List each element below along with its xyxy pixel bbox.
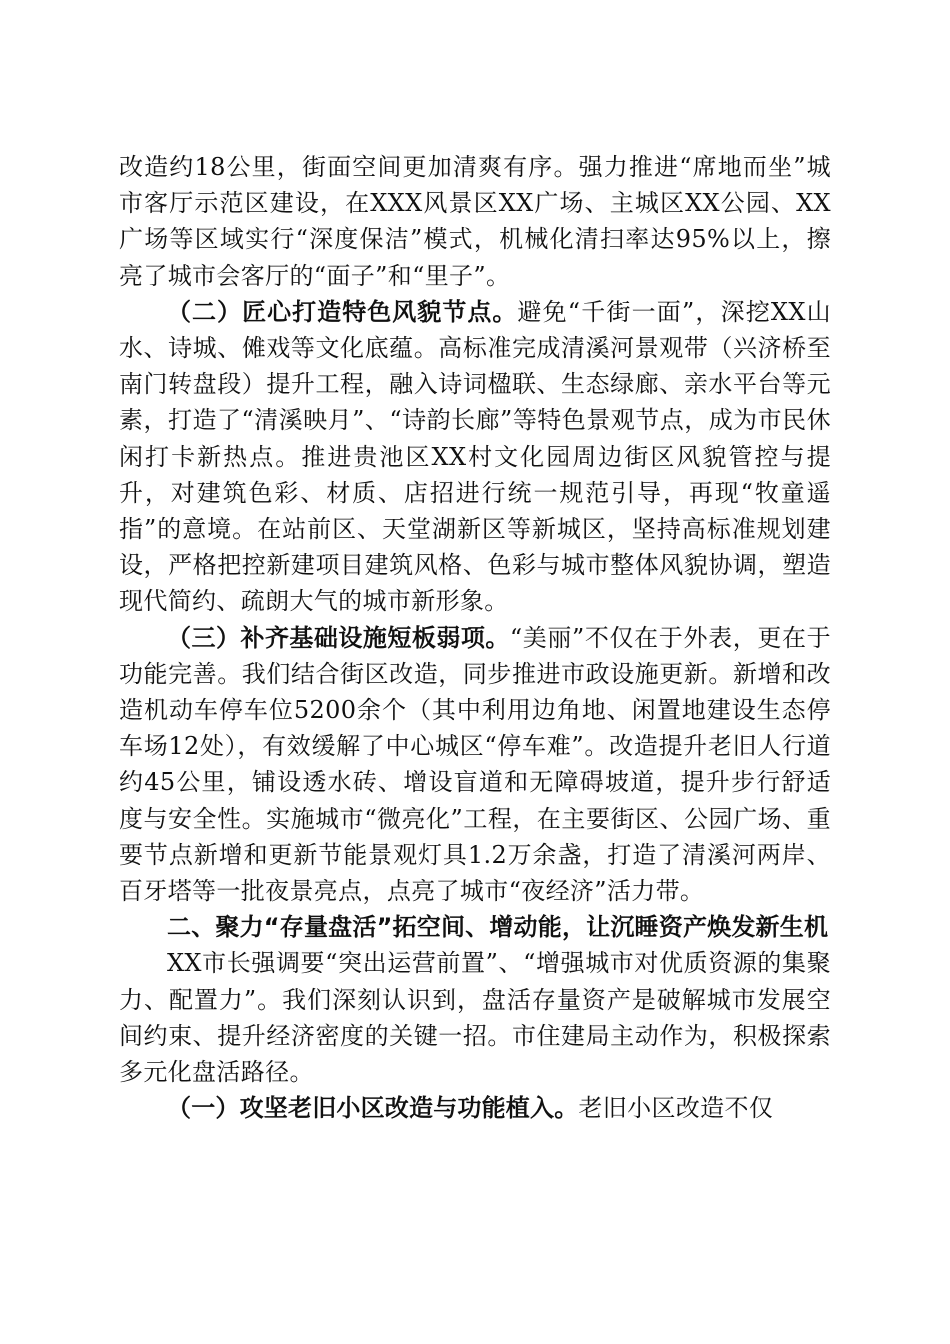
paragraph-text: 改造约18公里，街面空间更加清爽有序。强力推进“席地而坐”城市客厅示范区建设，在XXX风景区XX广场、主城区XX公园、XX广场等区域实行“深度保洁”模式，机械化清扫率达95%以上，擦亮了城市会客厅的“面子”和“里子”。 (119, 153, 831, 290)
paragraph-text: “美丽”不仅在于外表，更在于功能完善。我们结合街区改造，同步推进市政设施更新。新增和改造机动车停车位5200余个（其中利用边角地、闲置地建设生态停车场12处），有效缓解了中心城区“停车难”。改造提升老旧人行道约45公里，铺设透水砖、增设盲道和无障碍坡道，提升步行舒适度与安全性。实施城市“微亮化”工程，在主要街区、公园广场、重要节点新增和更新节能景观灯具1.2万余盏，打造了清溪河两岸、百牙塔等一批夜景亮点，点亮了城市“夜经济”活力带。 (119, 623, 831, 906)
paragraph-text: XX市长强调要“突出运营前置”、“增强城市对优质资源的集聚力、配置力”。我们深刻认识到，盘活存量资产是破解城市发展空间约束、提升经济密度的关键一招。市住建局主动作为，积极探索多元化盘活路径。 (119, 949, 831, 1087)
paragraph-street-renovation (119, 149, 831, 294)
subheading-featured-nodes: （二）匠心打造特色风貌节点。 (167, 297, 518, 326)
section-heading-stock-revitalization (119, 909, 831, 945)
document-body (119, 149, 831, 1126)
subheading-old-community: （一）攻坚老旧小区改造与功能植入。 (167, 1094, 579, 1123)
paragraph-text: 避免“千街一面”，深挖XX山水、诗城、傩戏等文化底蕴。高标准完成清溪河景观带（兴济桥至南门转盘段）提升工程，融入诗词楹联、生态绿廊、亲水平台等元素，打造了“清溪映月”、“诗韵长廊”等特色景观节点，成为市民休闲打卡新热点。推进贵池区XX村文化园周边街区风貌管控与提升，对建筑色彩、材质、店招进行统一规范引导，再现“牧童遥指”的意境。在站前区、天堂湖新区等新城区，坚持高标准规划建设，严格把控新建项目建筑风格、色彩与城市整体风貌协调，塑造现代简约、疏朗大气的城市新形象。 (119, 297, 831, 616)
paragraph-text: 老旧小区改造不仅 (578, 1094, 774, 1123)
paragraph-infrastructure (119, 620, 831, 910)
paragraph-old-community (119, 1090, 831, 1126)
subheading-infrastructure: （三）补齐基础设施短板弱项。 (167, 623, 510, 652)
paragraph-featured-nodes (119, 294, 831, 620)
paragraph-mayor-emphasis (119, 945, 831, 1090)
section-heading-text: 二、聚力“存量盘活”拓空间、增动能，让沉睡资产焕发新生机 (167, 913, 829, 942)
